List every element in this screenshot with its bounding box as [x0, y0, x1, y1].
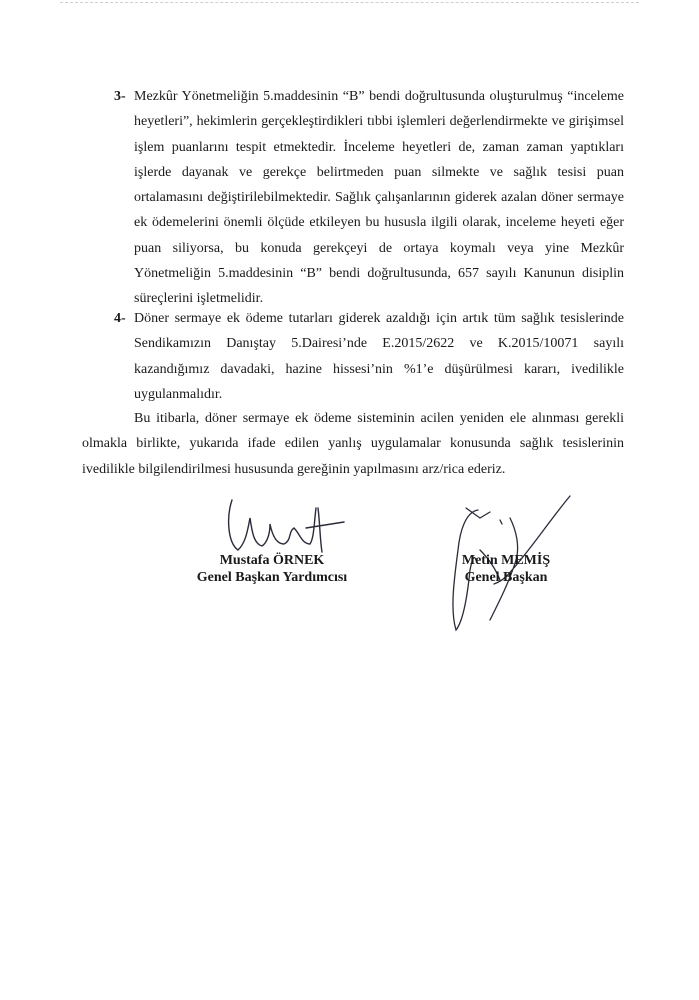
list-item-3: [114, 84, 624, 312]
item-number: 3-: [114, 89, 126, 104]
signatory-name: Mustafa ÖRNEK: [219, 553, 325, 568]
closing-paragraph: Bu itibarla, döner sermaye ek ödeme sisteminin acilen yeniden ele alınması gerekli olmakla birlikte, yukarıda ifade edilen yanlış uygulamalar konusunda sağlık tesislerinin ivedilikle bilgilendirilmesi hususunda gereğinin yapılmasını arz/rica ederiz.: [82, 411, 624, 477]
signatory-title: Genel Başkan: [464, 570, 548, 585]
list-item-4: [114, 306, 624, 407]
signatory-name: Metin MEMİŞ: [461, 553, 551, 568]
item-text: Döner sermaye ek ödeme tutarları giderek azaldığı için artık tüm sağlık tesislerinde Sendikamızın Danıştay 5.Dairesi’nde E.2015/2622 ve K.2015/10071 sayılı kazandığımız davadaki, hazine hissesi’nin %1’e düşürülmesi kararı, ivedilikle uygulanmalıdır.: [134, 311, 624, 402]
signature-block-2: [446, 552, 566, 586]
item-number: 4-: [114, 311, 126, 326]
signatory-title: Genel Başkan Yardımcısı: [196, 570, 348, 585]
item-text: Mezkûr Yönetmeliğin 5.maddesinin “B” bendi doğrultusunda oluşturulmuş “inceleme heyetleri”, hekimlerin gerçekleştirdikleri tıbbi işlemleri değerlendirmekte ve girişimsel işlem puanlarını tespit etmektedir. İnceleme heyetleri de, zaman zaman yaptıkları işlerde dayanak ve gerekçe belirtmeden puan silmekte ve sağlık tesisi puan ortalamasını değiştirilebilmektedir. Sağlık çalışanlarının giderek azalan döner sermaye ek ödemelerini önemli ölçüde etkileyen bu hususla ilgili olarak, inceleme heyeti eğer puan siliyorsa, bu konuda gerekçeyi de ortaya koymalı veya yine Mezkûr Yönetmeliğin 5.maddesinin “B” bendi doğrultusunda, 657 sayılı Kanunun disiplin süreçlerini işletmelidir.: [134, 89, 624, 307]
signature-block-1: [188, 552, 356, 586]
scan-edge-line: [60, 2, 639, 4]
